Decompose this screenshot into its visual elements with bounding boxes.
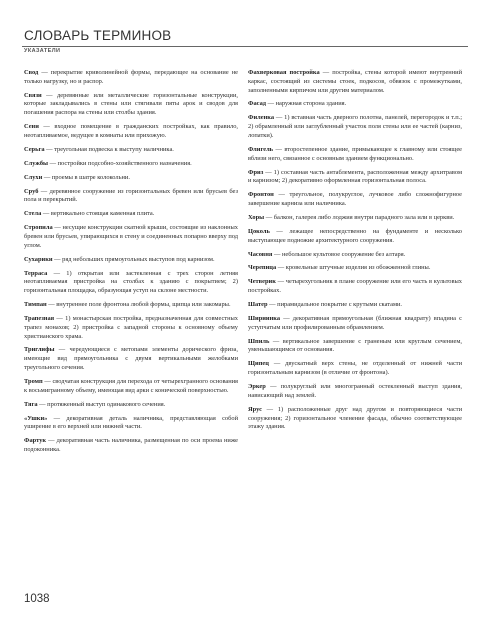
glossary-term: Флигель [248,145,274,153]
glossary-entry [24,123,238,141]
glossary-term: Шириинка [248,315,281,322]
glossary-definition: — перекрытие криволинейной формы, передающее на основание не только нагрузку, но и распор. [24,69,238,85]
glossary-definition: — наружная сторона здания. [266,100,347,108]
glossary-definition: — небольшое культовое сооружение без алтаря. [272,250,406,258]
glossary-entry [24,378,238,396]
glossary-term: Слухи [24,173,43,181]
glossary-entry [248,69,462,95]
glossary-term: Терраса [24,269,48,277]
title-rule [22,46,468,47]
glossary-entry [24,92,238,118]
glossary-definition: — проемы в шатре колокольни. [42,173,130,181]
page-title: СЛОВАРЬ ТЕРМИНОВ [24,28,172,43]
section-subtitle: УКАЗАТЕЛИ [24,48,61,54]
glossary-entry [24,188,238,206]
glossary-term: Шатер [248,301,268,309]
glossary-definition: — вертикальное завершение с граненым или круглым сечением, уменьшающимся от основания. [248,337,462,354]
glossary-definition: — постройки подсобно-хозяйственного назначения. [48,159,192,167]
glossary-entry [24,346,238,372]
glossary-definition: — декоративная прямоугольная (ближная квадрату) впадина с уступчатым или профилированным обрамлением. [248,315,462,331]
glossary-term: Сени [24,123,39,131]
glossary-term: Тяга [24,400,38,408]
glossary-definition: — треугольная подвеска к выступу наличника. [44,145,174,153]
glossary-entry [24,415,238,433]
glossary-entry [24,301,238,310]
glossary-term: Триглифы [24,346,55,354]
glossary-entry [248,315,462,333]
glossary-definition: — 1) составная часть антаблемента, расположенная между архитравом и карнизом; 2) декоративно оформленная горизонтальная полоса. [248,168,462,185]
glossary-entry [24,401,238,410]
glossary-term: Фартук [24,437,47,445]
glossary-term: Тимпан [24,301,47,309]
glossary-term: Фронтон [248,191,274,199]
glossary-term: Сухарики [24,255,53,263]
glossary-entry [248,278,462,296]
glossary-definition: — полукруглый или многогранный остекленный выступ здания, нависающий над землей. [248,383,462,399]
glossary-term: Службы [24,159,49,167]
glossary-term: Часовня [248,250,273,258]
glossary-term: Фахверковая постройка [248,69,320,76]
glossary-entry [248,251,462,260]
glossary-definition: — кровельные штучные изделия из обожженной глины. [276,264,431,272]
glossary-entry [24,270,238,296]
glossary-entry [24,210,238,219]
glossary-entry [24,160,238,169]
glossary-entry [248,406,462,432]
glossary-definition: — декоративная деталь наличника, представляющая собой уширение в его верхней или нижней части. [24,414,238,431]
glossary-entry [248,214,462,223]
glossary-entry [24,224,238,250]
glossary-term: Трапезная [24,315,55,322]
glossary-definition: — сводчатая конструкция для перехода от четырехгранного основания к восьмигранному объему, имеющая вид арки с конической поверхностью. [24,377,238,394]
glossary-definition: — треугольное, полукруглое, лучковое либо сложнофигурное завершение карниза или наличника. [248,191,462,207]
glossary-term: Эркер [248,383,266,391]
glossary-definition: — балкон, галерея либо лоджия внутри парадного зала или в церкви. [264,213,455,221]
glossary-definition: — протяженный выступ одинакового сечения. [37,400,166,408]
glossary-definition: — деревянные или металлические горизонтальные конструкции, которые закладывались в стены или стягивали пяты арок и сводов для погашения распора на стены или столбы здания. [24,91,238,117]
left-column [24,69,238,460]
glossary-term: Ярус [248,405,262,413]
glossary-entry [24,256,238,265]
glossary-definition: — 1) монастырская постройка, предназначенная для совместных трапез монахов; 2) пристройка с западной стороны к основному объему христианского храма. [24,315,238,340]
glossary-definition: — двускатный верх стены, не отделенный от нижней части горизонтальным карнизом (в отличие от фронтона). [248,360,462,377]
glossary-entry [248,383,462,401]
glossary-entry [248,100,462,109]
glossary-definition: — 1) вставная часть дверного полотна, панелей, перегородок и т.п.; 2) обрамленный или заглубленный участок поля стены или ее частей (карниз, лопатки). [248,114,462,139]
glossary-entry [248,338,462,356]
glossary-definition: — вертикально стоящая каменная плита. [41,210,155,218]
glossary-definition: — 1) открытая или застекленная с трех сторон летняя неотапливаемая пристройка на столбах к зданию с покрытием; 2) горизонтальная площадка, образующая уступ на склоне местности. [24,269,238,295]
glossary-entry [248,264,462,273]
glossary-term: Серьга [24,145,45,153]
glossary-term: Тромп [24,377,43,385]
glossary-entry [24,437,238,455]
glossary-definition: — ряд небольших прямоугольных выступов под карнизом. [52,255,215,263]
glossary-definition: — декоративная часть наличника, размещенная по оси проема ниже подоконника. [24,437,238,453]
glossary-entry [24,146,238,155]
page-number: 1038 [24,593,50,605]
glossary-term: Цоколь [248,227,270,235]
glossary-term: Фасад [248,100,267,108]
glossary-definition: — внутреннее поле фронтона любой формы, щипца или закомары. [46,301,231,309]
glossary-definition: — четырехугольник в плане сооружение или его часть в культовых постройках. [248,278,462,295]
glossary-term: Черепица [248,264,277,272]
glossary-term: Филенка [248,114,275,122]
glossary-term: Свод [24,69,39,76]
right-column [248,69,462,437]
glossary-definition: — второстепенное здание, примыкающее к главному или стоящее вблизи него, связанное с основным зданием функционально. [248,145,462,162]
glossary-entry [24,174,238,183]
glossary-term: Фриз [248,168,264,176]
glossary-definition: — входное помещение в гражданских постройках, как правило, неотапливаемое, ведущее в комнаты или прихожую. [24,123,238,139]
glossary-definition: — лежащее непосредственно на фундаменте и несколько выступающее подножие архитектурного сооружения. [248,227,462,244]
glossary-entry [24,315,238,341]
glossary-term: Связи [24,91,42,99]
glossary-entry [248,191,462,209]
glossary-entry [248,169,462,187]
glossary-entry [248,228,462,246]
glossary-term: Стела [24,210,42,218]
glossary-term: Шпиль [248,337,270,345]
glossary-definition: — пирамидальное покрытие с крутыми скатами. [267,301,403,309]
glossary-entry [248,146,462,164]
glossary-term: Сруб [24,187,39,195]
glossary-term: Стропила [24,224,53,232]
glossary-term: «Ушки» [24,414,48,422]
glossary-entry [24,69,238,87]
glossary-entry [248,360,462,378]
glossary-definition: — чередующиеся с метопами элементы дорического фриза, имеющие вид прямоугольника с двумя вертикальными желобками треугольного сечения. [24,346,238,371]
glossary-term: Четверик [248,278,276,286]
glossary-definition: — деревянное сооружение из горизонтальных бревен или брусьев без пола и перекрытий. [24,187,238,204]
glossary-term: Хоры [248,213,265,221]
glossary-entry [248,301,462,310]
glossary-definition: — постройка, стены которой имеют внутренний каркас, состоящий из системы стоек, подкосов, обвязок с промежутками, заполненными кирпичом или другим материалом. [248,69,462,94]
glossary-definition: — несущие конструкции скатной крыши, состоящие из наклонных бревен или брусьев, упирающихся в стену и соединенных попарно вверху под углом. [24,224,238,249]
glossary-definition: — 1) расположенные друг над другом и повторяющиеся части сооружения; 2) горизонтальное членение фасада, обычно соответствующее этажу здания. [248,405,462,431]
glossary-entry [248,114,462,140]
glossary-term: Щипец [248,360,269,368]
